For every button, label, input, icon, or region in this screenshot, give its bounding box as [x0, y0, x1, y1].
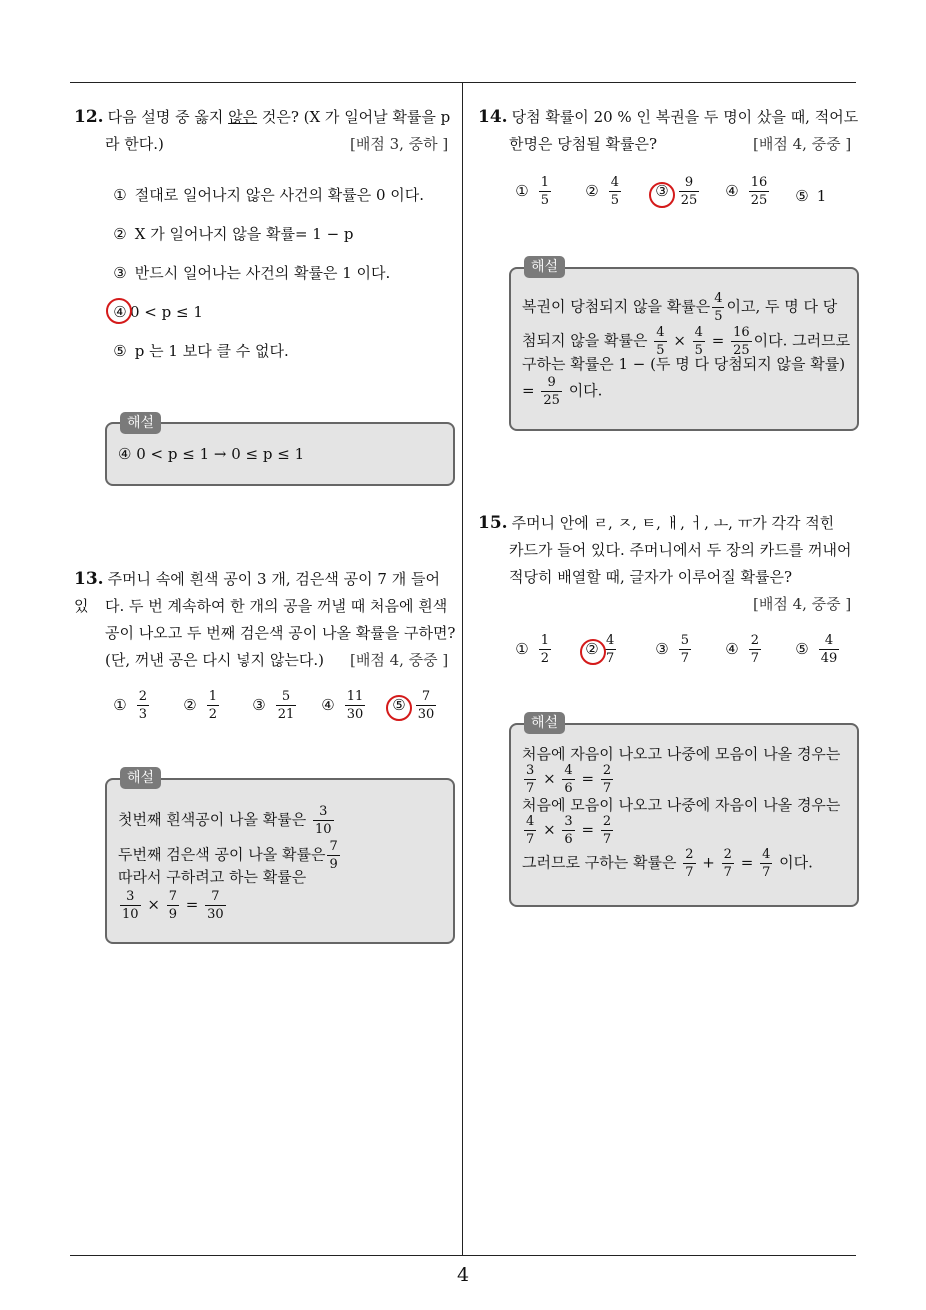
fraction: $\frac{7}{9}$	[329, 839, 338, 872]
q14-option-2[interactable]	[582, 176, 623, 207]
option-fraction: $\frac{1}{2}$	[208, 689, 218, 722]
q13-line4: (단, 꺼낸 공은 다시 넣지 않는다.)	[105, 651, 324, 669]
option-mark: ④	[725, 639, 739, 658]
option-text: 0 < p ≤ 1	[130, 303, 203, 321]
option-fraction: $\frac{5}{21}$	[277, 689, 295, 722]
q14-line2: 한명은 당첨될 확률은?	[509, 135, 657, 153]
q12-option-3[interactable]	[110, 261, 390, 285]
q13-option-3[interactable]	[249, 690, 298, 721]
q15-option-4[interactable]	[722, 634, 763, 665]
option-mark: ⑤	[113, 342, 127, 360]
option-text: p 는 1 보다 클 수 없다.	[134, 342, 289, 360]
option-fraction: $\frac{1}{2}$	[540, 633, 550, 666]
fraction: $\frac{3}{7}$	[526, 763, 535, 796]
q14-solution-line2: 첨되지 않을 확률은 $\frac{4}{5}$ × $\frac{4}{5}$ = $\frac{16}{25}$ 이다. 그러므로	[522, 325, 851, 358]
q12-line2: 라 한다.)	[105, 135, 164, 153]
q12-number: 12.	[74, 107, 104, 127]
q13-option-4[interactable]	[318, 690, 367, 721]
option-fraction: $\frac{2}{3}$	[138, 689, 148, 722]
q14-option-4[interactable]	[722, 176, 771, 207]
option-mark: ③	[655, 181, 669, 200]
q15-option-3[interactable]	[652, 634, 693, 665]
option-fraction: $\frac{4}{49}$	[820, 633, 838, 666]
answer-circle-mark	[580, 639, 606, 665]
top-rule	[70, 82, 856, 83]
fraction: $\frac{4}{6}$	[564, 763, 573, 796]
fraction: $\frac{4}{5}$	[694, 325, 703, 358]
q15-solution-tag: 해설	[524, 712, 565, 734]
option-text: 반드시 일어나는 사건의 확률은 1 이다.	[134, 264, 391, 282]
fraction: $\frac{3}{10}$	[314, 804, 332, 837]
option-fraction: $\frac{16}{25}$	[750, 175, 768, 208]
fraction: $\frac{4}{5}$	[714, 291, 723, 324]
q14-option-5[interactable]	[792, 184, 826, 208]
q12-underlined: 않은	[228, 108, 258, 126]
fraction: $\frac{9}{25}$	[543, 375, 560, 408]
fraction: $\frac{2}{7}$	[602, 814, 612, 847]
q13-number: 13.	[74, 569, 104, 589]
q13-line1: 주머니 속에 흰색 공이 3 개, 검은색 공이 7 개 들어 있	[74, 570, 440, 615]
option-mark: ⑤	[795, 187, 809, 205]
fraction: $\frac{7}{30}$	[207, 889, 224, 922]
q12-line1-a: 다음 설명 중 옳지	[107, 108, 229, 126]
q15-line1: 주머니 안에 ㄹ, ㅈ, ㅌ, ㅐ, ㅓ, ㅗ, ㅠ가 각각 적힌	[511, 514, 835, 532]
q14-solution-tag: 해설	[524, 256, 565, 278]
fraction: $\frac{4}{7}$	[526, 814, 535, 847]
column-divider	[462, 83, 463, 1256]
q15-solution-line2: $\frac{3}{7}$ × $\frac{4}{6}$ = $\frac{2}{7}$	[526, 763, 612, 796]
q15-meta: [배점 4, 중중 ]	[753, 595, 852, 613]
option-mark: ④	[725, 181, 739, 200]
q13-solution-line2: 두번째 검은색 공이 나올 확률은 $\frac{7}{9}$	[118, 839, 338, 872]
q14-option-1[interactable]	[512, 176, 553, 207]
option-text: X 가 일어나지 않을 확률= 1 − p	[134, 225, 354, 243]
q14-header	[478, 104, 863, 131]
option-fraction: $\frac{1}{5}$	[540, 175, 550, 208]
answer-circle-mark	[386, 695, 412, 721]
option-mark: ②	[113, 225, 127, 243]
q14-line1: 당첨 확률이 20 % 인 복권을 두 명이 샀을 때, 적어도	[511, 108, 859, 126]
fraction: $\frac{4}{7}$	[762, 847, 771, 880]
option-fraction: $\frac{2}{7}$	[750, 633, 760, 666]
q15-number: 15.	[478, 513, 508, 533]
fraction: $\frac{2}{7}$	[723, 847, 732, 880]
page-number: 4	[456, 1264, 470, 1286]
option-mark: ⑤	[795, 639, 809, 658]
q12-solution-tag: 해설	[120, 412, 161, 434]
option-text: 절대로 일어나지 않은 사건의 확률은 0 이다.	[134, 186, 425, 204]
q15-solution-line5: 그러므로 구하는 확률은 $\frac{2}{7}$ + $\frac{2}{7}$ = $\frac{4}{7}$ 이다.	[522, 847, 813, 880]
fraction: $\frac{2}{7}$	[602, 763, 612, 796]
q12-header	[74, 104, 459, 131]
fraction: $\frac{4}{5}$	[656, 325, 665, 358]
fraction: $\frac{16}{25}$	[733, 325, 750, 358]
option-mark: ②	[585, 181, 599, 200]
q15-solution-line3: 처음에 모음이 나오고 나중에 자음이 나올 경우는	[522, 796, 841, 814]
fraction: $\frac{3}{10}$	[122, 889, 139, 922]
q15-solution-line4: $\frac{4}{7}$ × $\frac{3}{6}$ = $\frac{2}{7}$	[526, 814, 612, 847]
q14-solution-line4: = $\frac{9}{25}$ 이다.	[522, 375, 603, 408]
q12-option-1[interactable]	[110, 183, 424, 207]
option-mark: ①	[515, 181, 529, 200]
q15-option-5[interactable]	[792, 634, 841, 665]
q12-option-2[interactable]	[110, 222, 354, 246]
q13-solution-tag: 해설	[120, 767, 161, 789]
q14-number: 14.	[478, 107, 508, 127]
q14-solution-line1: 복권이 당첨되지 않을 확률은 $\frac{4}{5}$ 이고, 두 명 다 당	[522, 291, 838, 324]
fraction: $\frac{2}{7}$	[685, 847, 694, 880]
option-mark: ③	[113, 264, 127, 282]
option-mark: ②	[585, 639, 599, 658]
q12-option-5[interactable]	[110, 339, 289, 363]
q13-solution-line1: 첫번째 흰색공이 나올 확률은 $\frac{3}{10}$	[118, 804, 332, 837]
option-fraction: $\frac{9}{25}$	[680, 175, 698, 208]
q15-line3: 적당히 배열할 때, 글자가 이루어질 확률은?	[509, 568, 792, 586]
option-mark: ③	[655, 639, 669, 658]
q15-header	[478, 510, 863, 537]
option-text: 1	[816, 187, 827, 205]
option-mark: ④	[321, 695, 335, 714]
q12-meta: [배점 3, 중하 ]	[350, 135, 449, 153]
option-fraction: $\frac{4}{7}$	[606, 633, 615, 666]
option-mark: ④	[113, 303, 127, 321]
q14-meta: [배점 4, 중중 ]	[753, 135, 852, 153]
answer-circle-mark	[649, 182, 675, 208]
fraction: $\frac{3}{6}$	[564, 814, 573, 847]
answer-circle-mark	[106, 298, 132, 324]
q13-option-2[interactable]	[180, 690, 221, 721]
fraction: $\frac{7}{9}$	[168, 889, 177, 922]
q13-option-1[interactable]	[110, 690, 151, 721]
option-fraction: $\frac{5}{7}$	[680, 633, 690, 666]
q14-solution-line3: 구하는 확률은 1 − (두 명 다 당첨되지 않을 확률)	[522, 355, 846, 373]
option-mark: ①	[515, 639, 529, 658]
q13-solution-line4: $\frac{3}{10}$ × $\frac{7}{9}$ = $\frac{7}{30}$	[122, 889, 224, 922]
q13-meta: [배점 4, 중중 ]	[350, 651, 449, 669]
q12-line1-b: 것은? (X 가 일어날 확률을 p	[257, 108, 451, 126]
option-fraction: $\frac{7}{30}$	[417, 689, 435, 722]
option-mark: ①	[113, 186, 127, 204]
option-mark: ①	[113, 695, 127, 714]
q13-line2: 다. 두 번 계속하여 한 개의 공을 꺼낼 때 처음에 흰색	[105, 597, 448, 615]
bottom-rule	[70, 1255, 856, 1256]
option-mark: ⑤	[392, 695, 406, 714]
q13-solution-line3: 따라서 구하려고 하는 확률은	[118, 868, 307, 886]
option-mark: ③	[252, 695, 266, 714]
q15-line2: 카드가 들어 있다. 주머니에서 두 장의 카드를 꺼내어	[509, 541, 852, 559]
q12-solution-text: ④ 0 < p ≤ 1 → 0 ≤ p ≤ 1	[118, 445, 305, 463]
q15-solution-line1: 처음에 자음이 나오고 나중에 모음이 나올 경우는	[522, 745, 841, 763]
q15-option-1[interactable]	[512, 634, 553, 665]
option-fraction: $\frac{11}{30}$	[346, 689, 364, 722]
option-mark: ②	[183, 695, 197, 714]
option-fraction: $\frac{4}{5}$	[610, 175, 620, 208]
q13-line3: 공이 나오고 두 번째 검은색 공이 나올 확률을 구하면?	[105, 624, 456, 642]
